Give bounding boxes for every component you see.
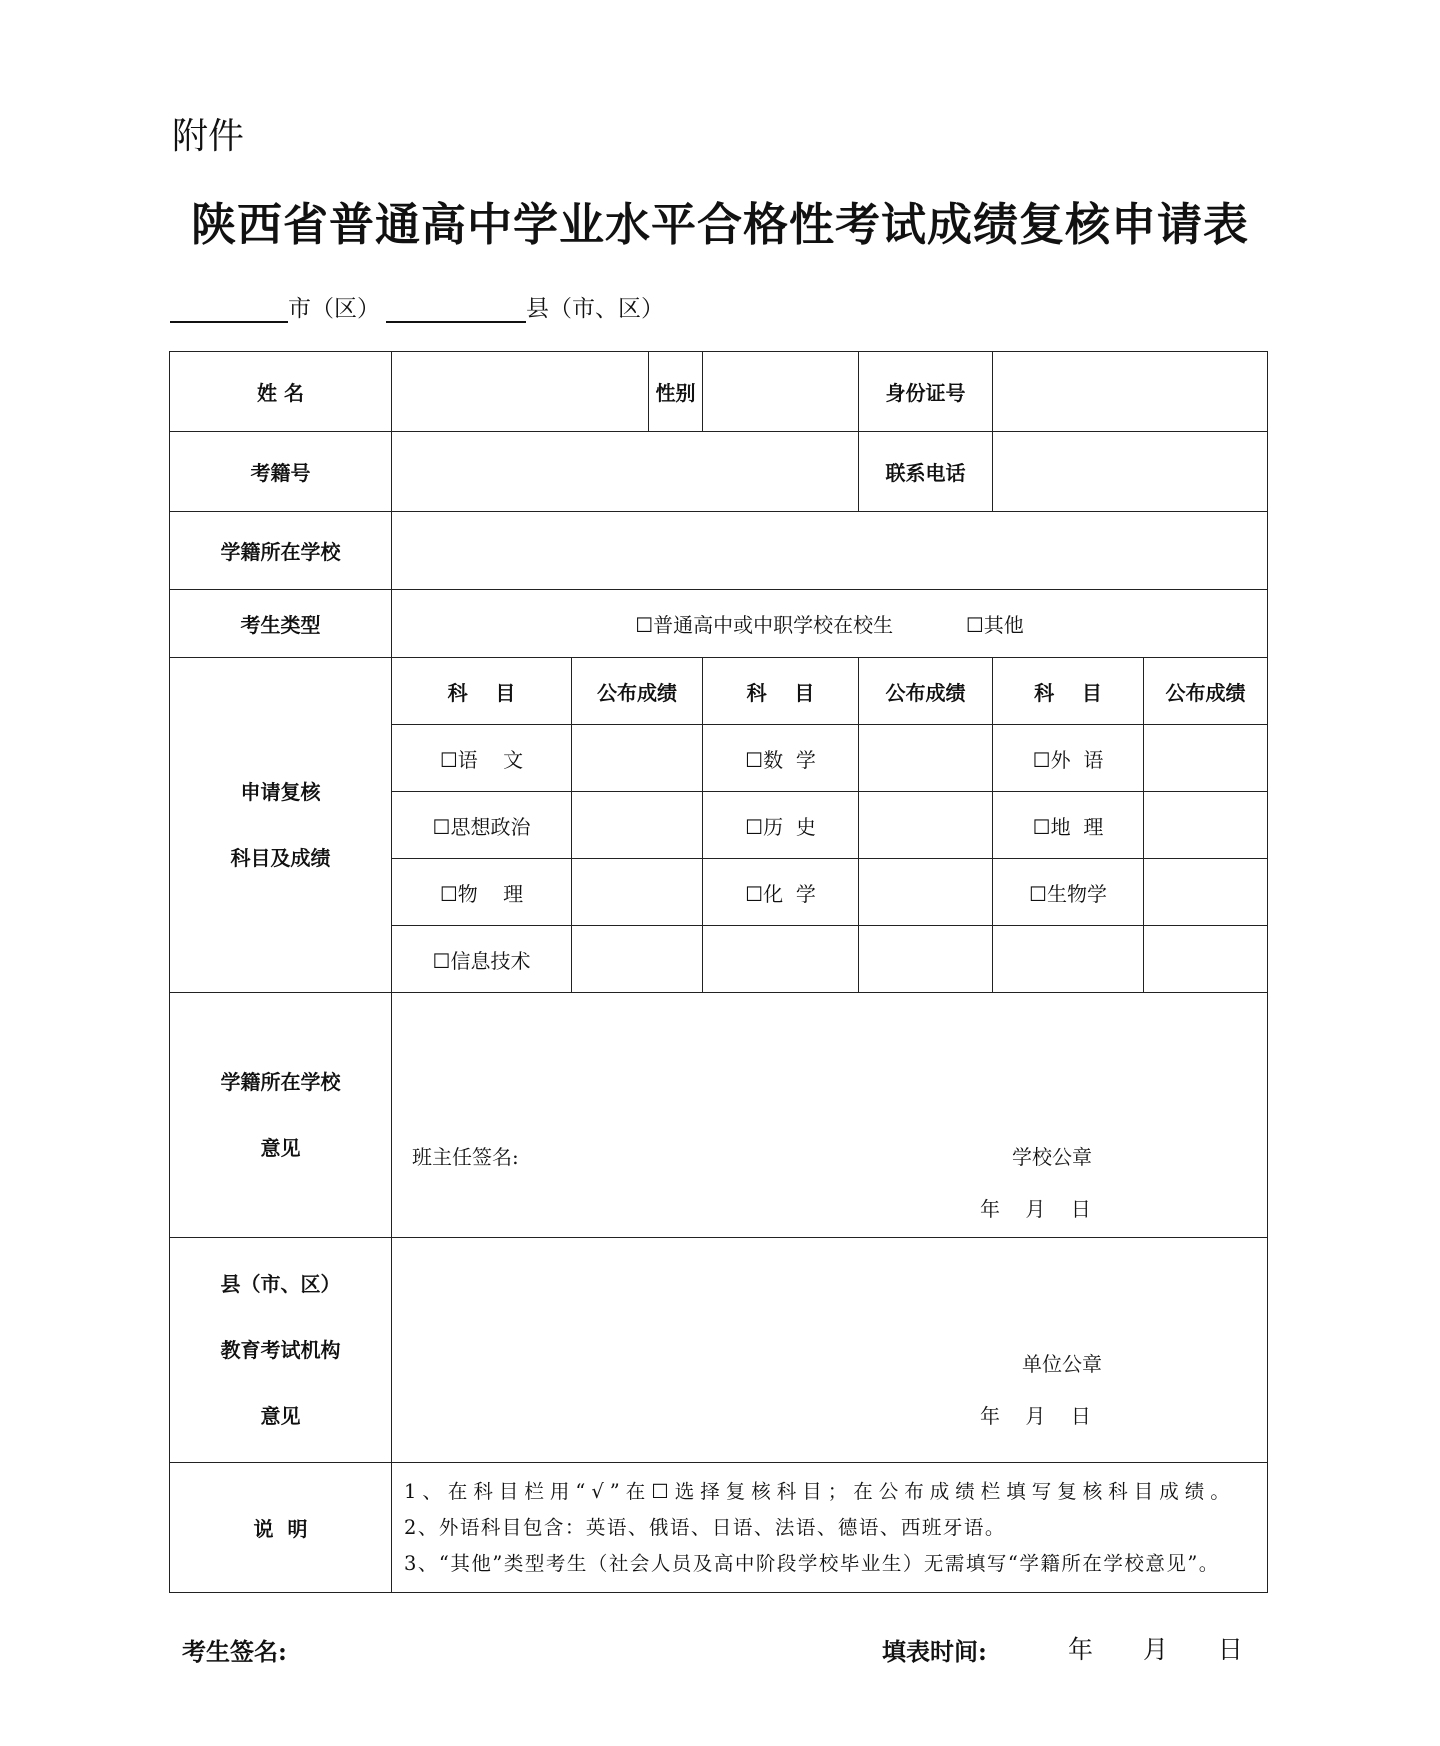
fill-date: 年 月 日 (1068, 1635, 1243, 1664)
subject-col-header-3: 科 目 (993, 658, 1144, 725)
score-field[interactable] (859, 859, 993, 926)
type-options (392, 590, 1268, 658)
type-option-other[interactable]: ☐其他 (965, 613, 1024, 637)
subject-checkbox[interactable]: ☐思想政治 (392, 792, 572, 859)
application-form-table (169, 351, 1268, 1593)
score-field[interactable] (859, 725, 993, 792)
score-field[interactable] (1144, 859, 1268, 926)
fill-time-label: 填表时间: (882, 1637, 987, 1666)
score-field[interactable] (572, 859, 703, 926)
note-line-3: 3、“其他”类型考生（社会人员及高中阶段学校毕业生）无需填写“学籍所在学校意见”。 (404, 1551, 1220, 1575)
county-opinion-label: 县（市、区） 教育考试机构 意见 (170, 1238, 392, 1463)
note-line-2: 2、外语科目包含：英语、俄语、日语、法语、德语、西班牙语。 (404, 1515, 1006, 1539)
city-blank[interactable] (170, 295, 288, 323)
phone-label: 联系电话 (859, 432, 993, 512)
school-opinion-date: 年 月 日 (980, 1197, 1091, 1221)
score-field[interactable] (572, 926, 703, 993)
id-field[interactable] (993, 352, 1268, 432)
score-field[interactable] (1144, 792, 1268, 859)
school-seal-label: 学校公章 (1012, 1145, 1092, 1169)
subject-checkbox[interactable]: ☐历 史 (703, 792, 859, 859)
empty-cell (1144, 926, 1268, 993)
empty-cell (859, 926, 993, 993)
type-option-student[interactable]: ☐普通高中或中职学校在校生 (635, 613, 894, 637)
phone-field[interactable] (993, 432, 1268, 512)
student-sign-label: 考生签名: (182, 1637, 287, 1666)
school-opinion-label: 学籍所在学校 意见 (170, 993, 392, 1238)
name-field[interactable] (392, 352, 649, 432)
gender-field[interactable] (703, 352, 859, 432)
county-label: 县（市、区） (526, 296, 664, 322)
page-title: 陕西省普通高中学业水平合格性考试成绩复核申请表 (190, 198, 1249, 251)
unit-seal-label: 单位公章 (1022, 1352, 1102, 1376)
score-col-header-3: 公布成绩 (1144, 658, 1268, 725)
score-field[interactable] (1144, 725, 1268, 792)
empty-cell (703, 926, 859, 993)
score-col-header-1: 公布成绩 (572, 658, 703, 725)
county-blank[interactable] (386, 295, 526, 323)
note-line-1: 1、在科目栏用“√”在☐选择复核科目；在公布成绩栏填写复核科目成绩。 (404, 1479, 1236, 1503)
type-label: 考生类型 (170, 590, 392, 658)
teacher-sign-label: 班主任签名: (412, 1145, 519, 1169)
subject-col-header-1: 科 目 (392, 658, 572, 725)
score-field[interactable] (572, 725, 703, 792)
subject-checkbox[interactable]: ☐信息技术 (392, 926, 572, 993)
school-opinion-field[interactable] (392, 993, 1268, 1238)
subject-checkbox[interactable]: ☐数 学 (703, 725, 859, 792)
id-label: 身份证号 (859, 352, 993, 432)
exam-no-field[interactable] (392, 432, 859, 512)
school-field[interactable] (392, 512, 1268, 590)
name-label: 姓 名 (170, 352, 392, 432)
subject-checkbox[interactable]: ☐外 语 (993, 725, 1144, 792)
school-label: 学籍所在学校 (170, 512, 392, 590)
county-opinion-date: 年 月 日 (980, 1404, 1091, 1428)
attachment-label: 附件 (172, 116, 245, 157)
notes-label: 说 明 (170, 1463, 392, 1593)
city-label: 市（区） (288, 296, 380, 322)
subject-checkbox[interactable]: ☐物 理 (392, 859, 572, 926)
notes-content (392, 1463, 1268, 1593)
exam-no-label: 考籍号 (170, 432, 392, 512)
subject-checkbox[interactable]: ☐地 理 (993, 792, 1144, 859)
score-field[interactable] (859, 792, 993, 859)
score-field[interactable] (572, 792, 703, 859)
score-col-header-2: 公布成绩 (859, 658, 993, 725)
subjects-label: 申请复核 科目及成绩 (170, 658, 392, 993)
empty-cell (993, 926, 1144, 993)
county-opinion-field[interactable] (392, 1238, 1268, 1463)
subject-checkbox[interactable]: ☐化 学 (703, 859, 859, 926)
subject-checkbox[interactable]: ☐生物学 (993, 859, 1144, 926)
gender-label: 性别 (649, 352, 703, 432)
region-line (170, 290, 664, 323)
subject-checkbox[interactable]: ☐语 文 (392, 725, 572, 792)
subject-col-header-2: 科 目 (703, 658, 859, 725)
